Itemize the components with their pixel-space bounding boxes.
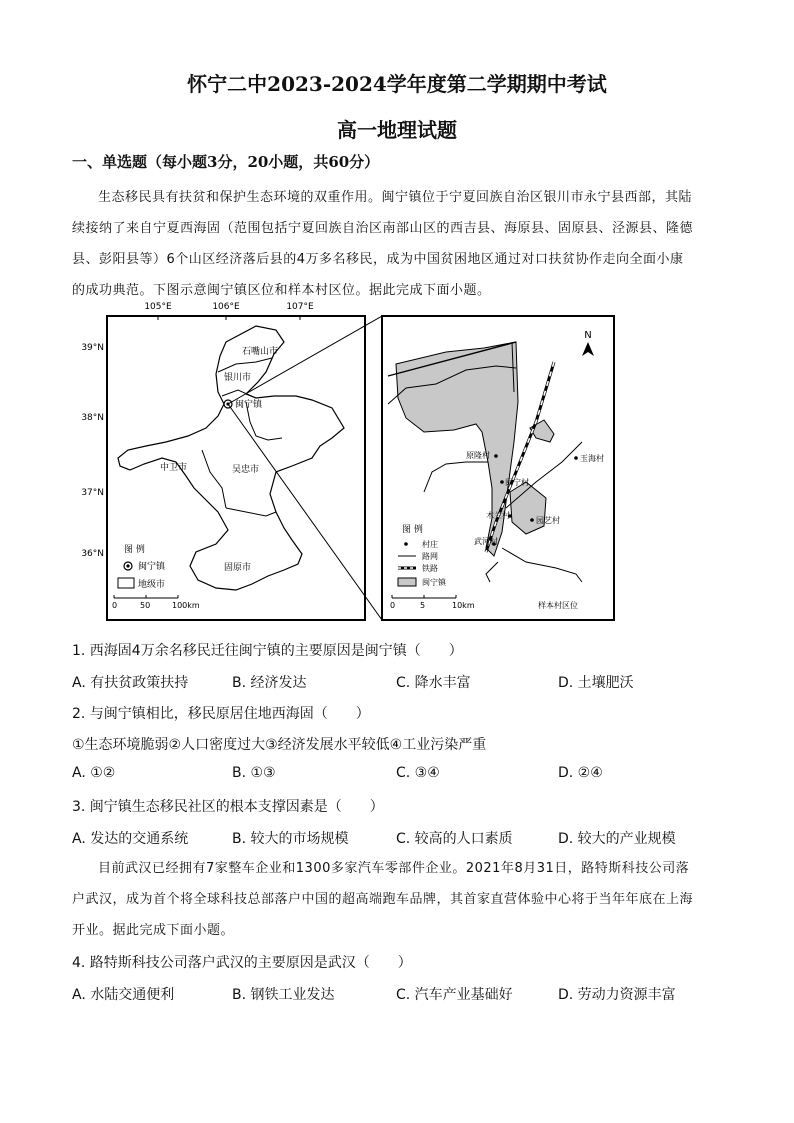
question-1-stem: 1. 西海固4万余名移民迁往闽宁镇的主要原因是闽宁镇（ ） xyxy=(72,643,463,659)
exam-title: 怀宁二中2023-2024学年度第二学期期中考试 xyxy=(187,72,607,96)
section-heading: 一、单选题（每小题3分，20小题，共60分） xyxy=(72,153,380,171)
passage-2 xyxy=(72,853,722,946)
location-map-figure xyxy=(81,302,616,624)
option[interactable]: B. 经济发达 xyxy=(232,675,307,691)
village-label: 木兰村 xyxy=(486,511,510,520)
scale-label: 10km xyxy=(452,601,475,610)
option[interactable]: C. ③④ xyxy=(396,765,440,781)
scale-label: 0 xyxy=(390,601,396,610)
option[interactable]: C. 较高的人口素质 xyxy=(396,831,513,847)
option[interactable]: C. 降水丰富 xyxy=(396,675,471,691)
option[interactable]: A. 发达的交通系统 xyxy=(72,831,189,847)
lon-label: 105°E xyxy=(144,302,172,312)
city-label-wuzhong: 吴忠市 xyxy=(232,465,260,475)
scale-label: 50 xyxy=(140,601,151,610)
scale-label: 100km xyxy=(172,601,200,610)
legend-town-area-icon xyxy=(398,578,416,586)
passage-line: 生态移民具有扶贫和保护生态环境的双重作用。闽宁镇位于宁夏回族自治区银川市永宁县西部，其陆 xyxy=(98,190,693,205)
village-label: 原隆村 xyxy=(466,451,490,460)
option[interactable]: C. 汽车产业基础好 xyxy=(396,987,513,1003)
option[interactable]: D. ②④ xyxy=(558,765,603,781)
city-label-guyuan: 固原市 xyxy=(224,563,252,573)
option[interactable]: B. 较大的市场规模 xyxy=(232,831,349,847)
option[interactable]: A. 有扶贫政策扶持 xyxy=(72,675,189,691)
legend-title: 图 例 xyxy=(124,545,145,555)
option[interactable]: B. ①③ xyxy=(232,765,276,781)
town-label-minning: 闽宁镇 xyxy=(235,400,263,410)
legend-item: 铁路 xyxy=(422,564,438,573)
passage-line: 目前武汉已经拥有7家整车企业和1300多家汽车零部件企业。2021年8月31日，路特斯科技公司落 xyxy=(98,861,690,876)
legend-item: 地级市 xyxy=(138,580,166,590)
city-label-shizuishan: 石嘴山市 xyxy=(242,347,279,357)
legend-title: 图 例 xyxy=(402,525,423,535)
legend-city-icon xyxy=(118,578,134,588)
legend-item: 路网 xyxy=(422,552,438,561)
passage-line: 开业。据此完成下面小题。 xyxy=(72,923,235,938)
legend-village-icon xyxy=(404,542,408,546)
scale-label: 5 xyxy=(420,601,426,610)
legend-item: 闽宁镇 xyxy=(138,562,166,572)
lat-label: 37°N xyxy=(81,488,104,498)
option[interactable]: D. 劳动力资源丰富 xyxy=(558,987,676,1003)
city-label-yinchuan: 银川市 xyxy=(224,373,252,383)
north-label: N xyxy=(584,330,592,341)
question-2-statements: ①生态环境脆弱②人口密度过大③经济发展水平较低④工业污染严重 xyxy=(72,737,487,753)
passage-line: 续接纳了来自宁夏西海固（范围包括宁夏回族自治区南部山区的西吉县、海原县、固原县、泾源县、隆德 xyxy=(72,221,694,236)
question-3-stem: 3. 闽宁镇生态移民社区的根本支撑因素是（ ） xyxy=(72,799,384,815)
passage-line: 的成功典范。下图示意闽宁镇区位和样本村区位。据此完成下面小题。 xyxy=(72,283,491,298)
option[interactable]: D. 较大的产业规模 xyxy=(558,831,676,847)
legend-item: 村庄 xyxy=(422,540,438,549)
lat-label: 39°N xyxy=(81,343,104,353)
lon-label: 106°E xyxy=(212,302,240,312)
village-label: 武河村 xyxy=(474,537,498,546)
village-label: 闽宁村 xyxy=(505,478,529,487)
village-label: 园艺村 xyxy=(536,516,560,525)
lat-label: 36°N xyxy=(81,549,104,559)
exam-subtitle: 高一地理试题 xyxy=(337,118,457,142)
lon-label: 107°E xyxy=(286,302,314,312)
village-label: 玉海村 xyxy=(580,454,604,463)
city-label-zhongwei: 中卫市 xyxy=(160,463,188,473)
scale-label: 0 xyxy=(112,601,118,610)
legend-item: 闽宁镇 xyxy=(422,578,446,587)
option[interactable]: D. 土壤肥沃 xyxy=(558,675,634,691)
option[interactable]: B. 钢铁工业发达 xyxy=(232,987,335,1003)
passage-line: 户武汉，成为首个将全球科技总部落户中国的超高端跑车品牌，其首家直营体验中心将于当年年底在上海 xyxy=(72,892,694,907)
passage-1 xyxy=(72,182,722,306)
option[interactable]: A. 水陆交通便利 xyxy=(72,987,175,1003)
map-caption: 样本村区位 xyxy=(538,601,578,610)
lat-label: 38°N xyxy=(81,413,104,423)
question-4-stem: 4. 路特斯科技公司落户武汉的主要原因是武汉（ ） xyxy=(72,955,412,971)
question-2-stem: 2. 与闽宁镇相比，移民原居住地西海固（ ） xyxy=(72,706,370,722)
option[interactable]: A. ①② xyxy=(72,765,116,781)
passage-line: 县、彭阳县等）6个山区经济落后县的4万多名移民，成为中国贫困地区通过对口扶贫协作走向全面小康 xyxy=(72,252,684,267)
